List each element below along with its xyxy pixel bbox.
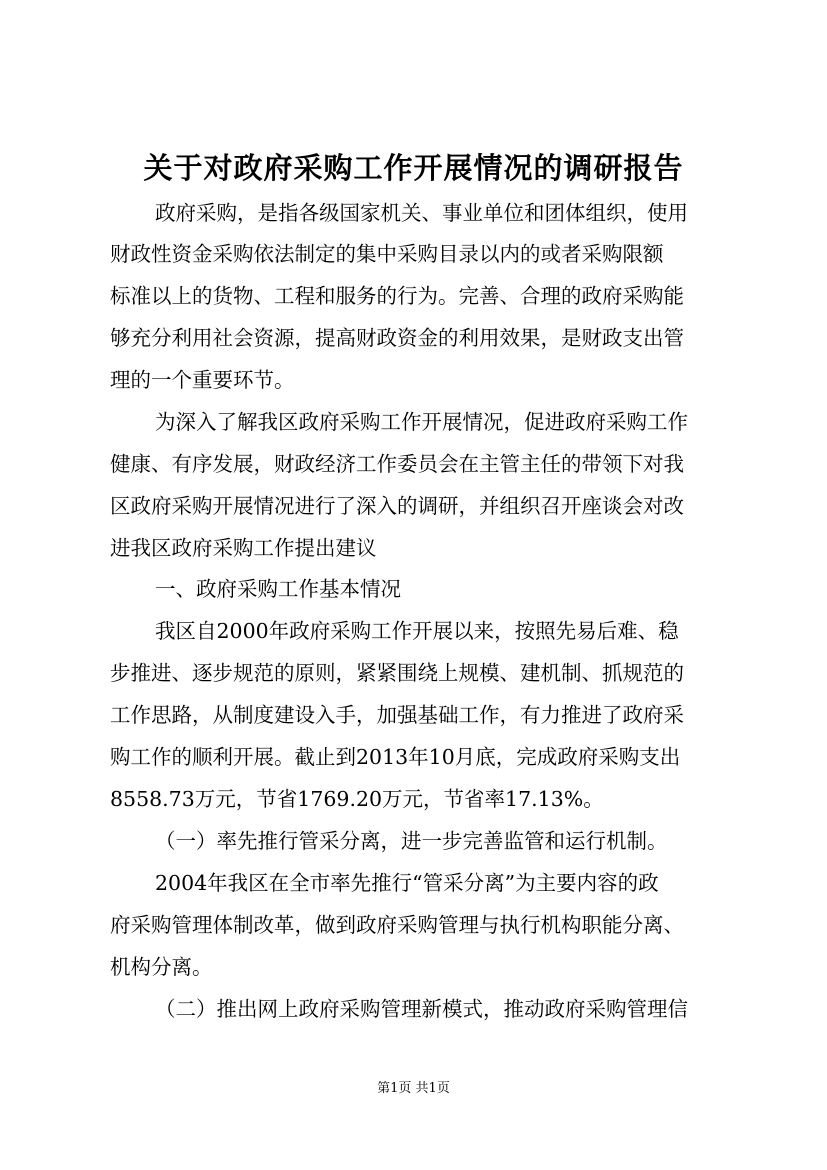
paragraph-line: 2004年我区在全市率先推行“管采分离”为主要内容的政 <box>155 871 659 895</box>
paragraph-line: 进我区政府采购工作提出建议 <box>110 536 377 560</box>
paragraph-line: 区政府采购开展情况进行了深入的调研，并组织召开座谈会对改 <box>110 494 684 518</box>
paragraph-line: 8558.73万元，节省1769.20万元，节省率17.13%。 <box>110 787 604 811</box>
subsection-heading: （一）率先推行管采分离，进一步完善监管和运行机制。 <box>155 829 668 853</box>
paragraph-line: 理的一个重要环节。 <box>110 368 295 392</box>
paragraph-line: 机构分离。 <box>110 955 213 979</box>
paragraph-line: 够充分利用社会资源，提高财政资金的利用效果，是财政支出管 <box>110 326 684 350</box>
document-title: 关于对政府采购工作开展情况的调研报告 <box>143 151 684 185</box>
page-footer: 第1页 共1页 <box>377 1081 450 1096</box>
section-heading: 一、政府采购工作基本情况 <box>155 577 401 601</box>
paragraph-line: 我区自2000年政府采购工作开展以来，按照先易后难、稳 <box>155 619 679 643</box>
paragraph-line: 工作思路，从制度建设入手，加强基础工作，有力推进了政府采 <box>110 703 684 727</box>
paragraph-line: 步推进、逐步规范的原则，紧紧围绕上规模、建机制、抓规范的 <box>110 661 684 685</box>
paragraph-line: 购工作的顺利开展。截止到2013年10月底，完成政府采购支出 <box>110 745 681 769</box>
paragraph-line: 财政性资金采购依法制定的集中采购目录以内的或者采购限额 <box>110 242 664 266</box>
paragraph-line: 府采购管理体制改革，做到政府采购管理与执行机构职能分离、 <box>110 913 684 937</box>
paragraph-line: 标准以上的货物、工程和服务的行为。完善、合理的政府采购能 <box>110 284 684 308</box>
paragraph-line: 健康、有序发展，财政经济工作委员会在主管主任的带领下对我 <box>110 452 684 476</box>
subsection-heading: （二）推出网上政府采购管理新模式，推动政府采购管理信 <box>155 997 688 1021</box>
paragraph-line: 为深入了解我区政府采购工作开展情况，促进政府采购工作 <box>155 410 688 434</box>
paragraph-line: 政府采购，是指各级国家机关、事业单位和团体组织，使用 <box>155 201 688 225</box>
